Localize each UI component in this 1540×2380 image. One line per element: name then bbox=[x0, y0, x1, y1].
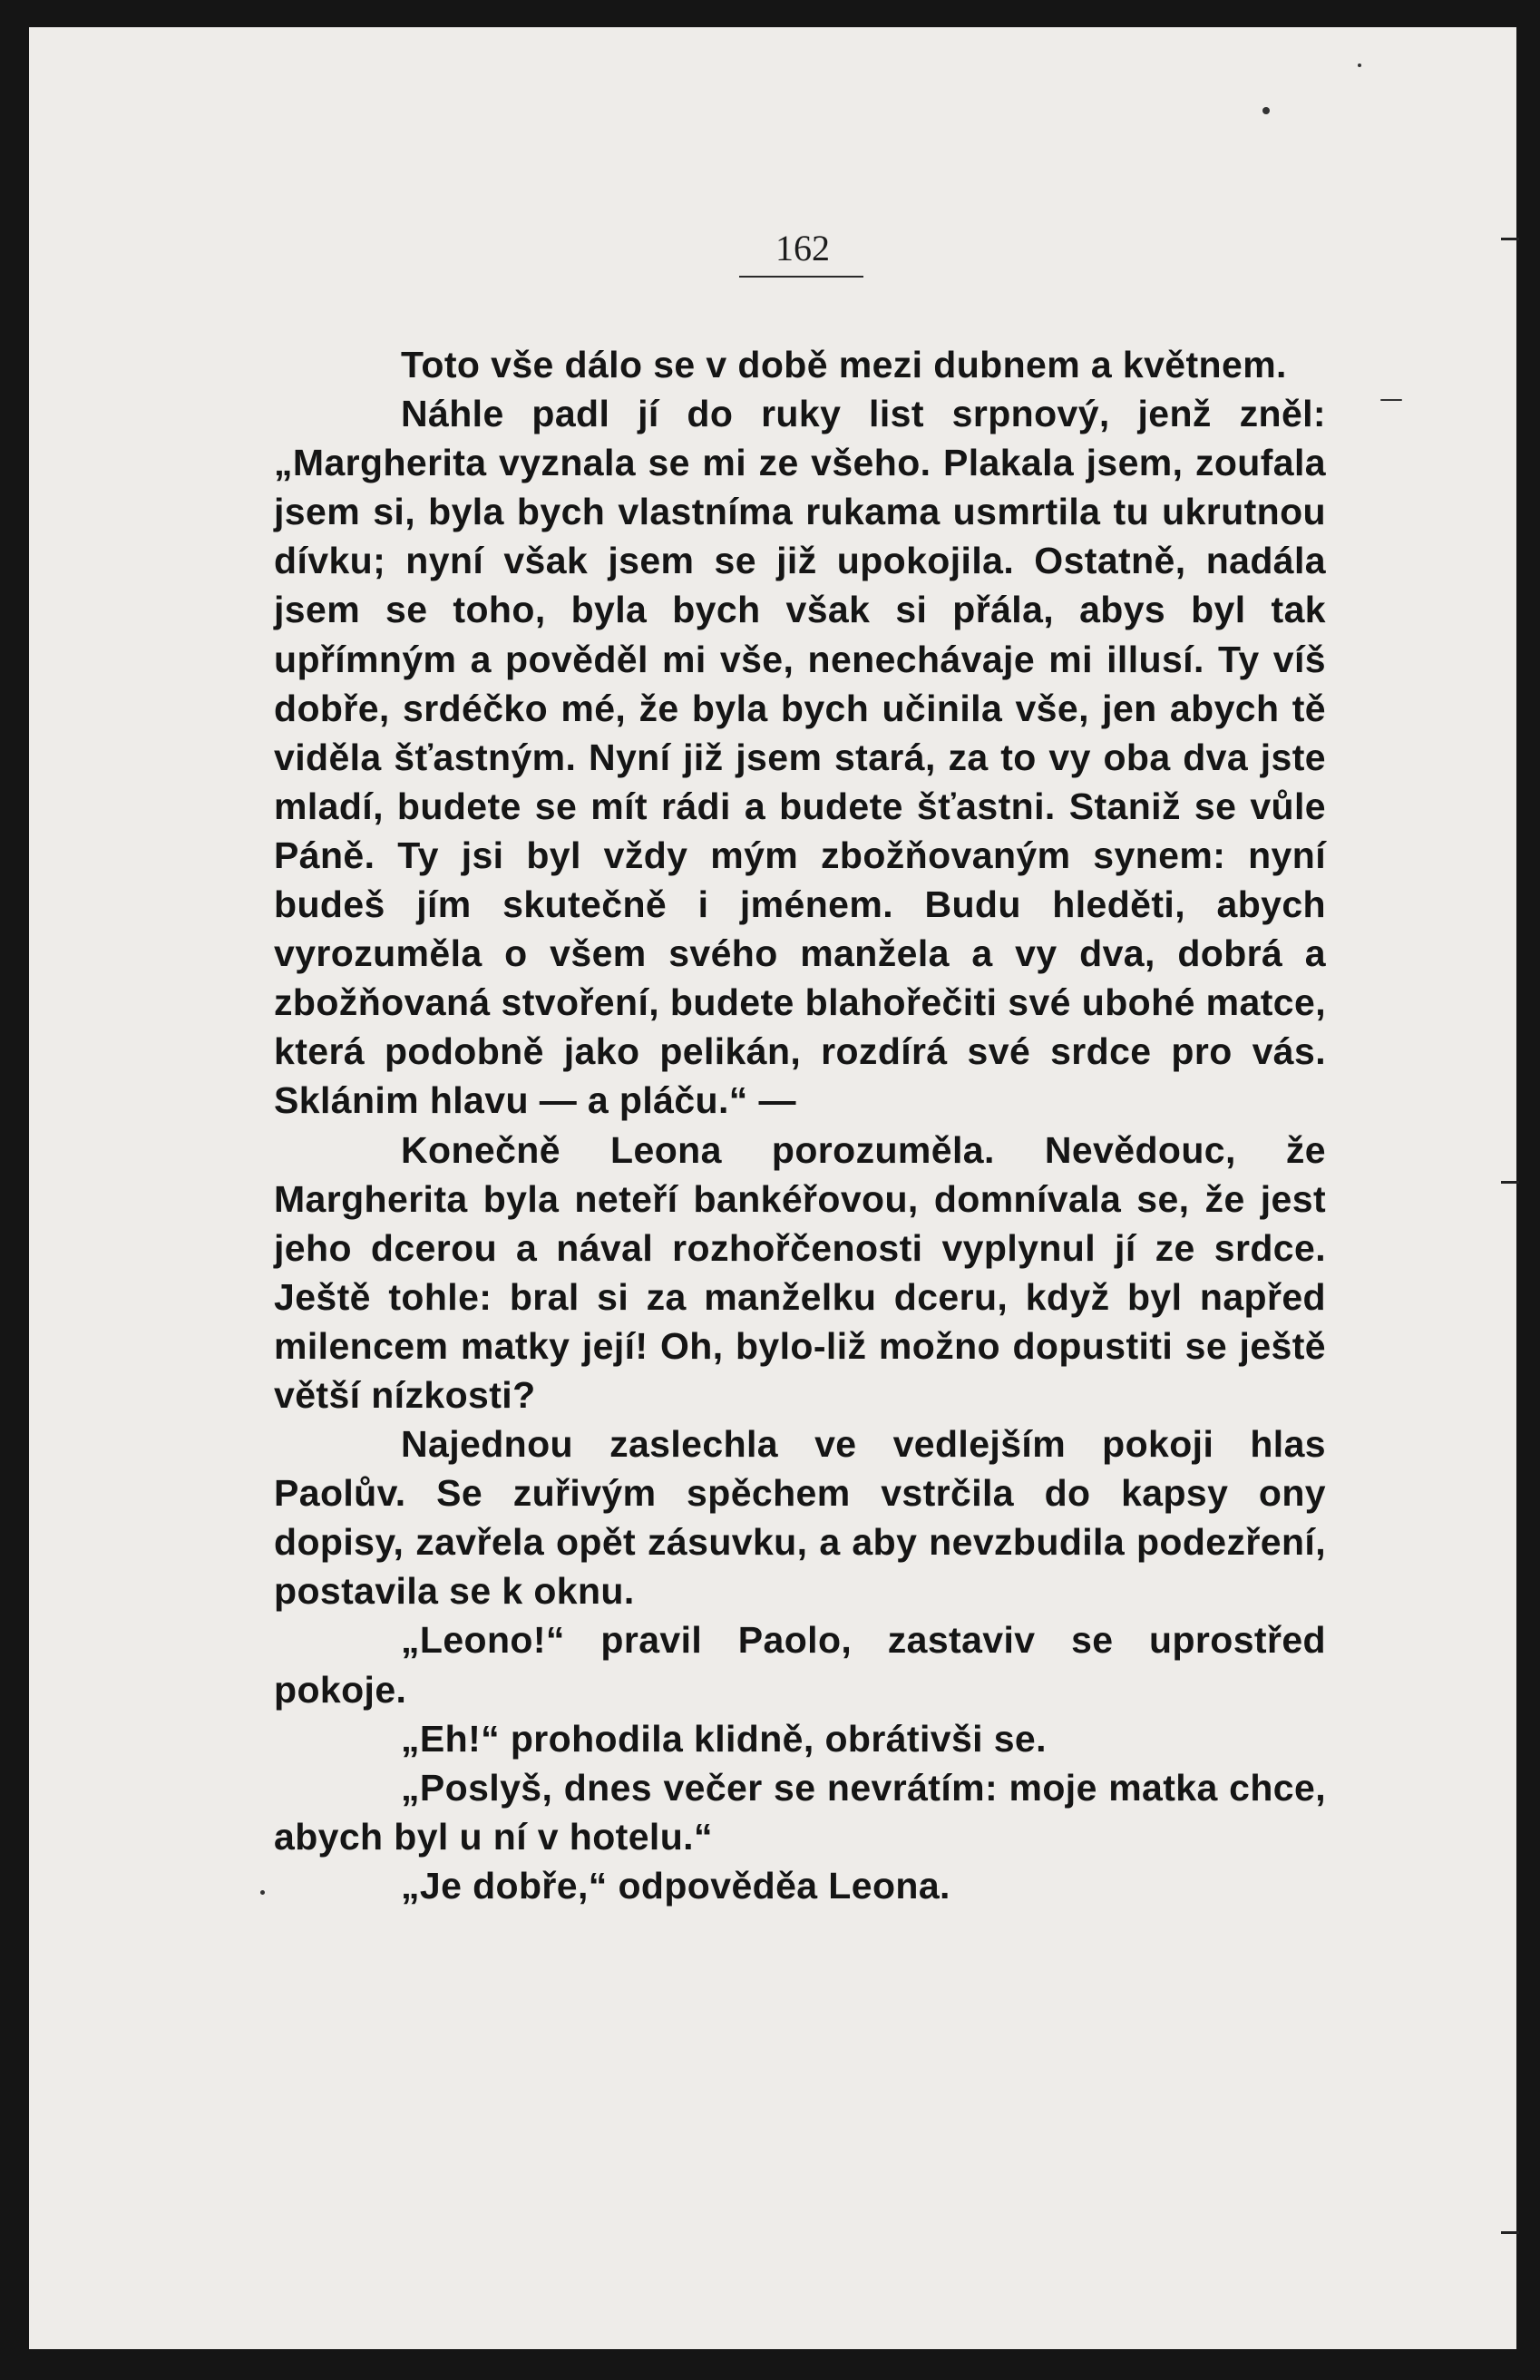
paragraph: „Je dobře,“ odpověděa Leona. bbox=[401, 1864, 950, 1907]
paragraph: „Leono!“ pravil Paolo, zastaviv se uprostřed pokoje. bbox=[274, 1619, 1326, 1711]
scan-speck bbox=[1358, 63, 1361, 67]
paragraph: Konečně Leona porozuměla. Nevědouc, že Margherita byla neteří bankéřovou, domnívala se, že jest jeho dcerou a nával rozhořčenosti vyplynul jí ze srdce. Ještě tohle: bral si za manželku dceru, když byl napřed milencem matky její! Oh, bylo-liž možno dopustiti se ještě větší nízkosti? bbox=[274, 1128, 1326, 1416]
book-page bbox=[29, 27, 1516, 2349]
body-text bbox=[274, 340, 1326, 1910]
edge-mark bbox=[1501, 2231, 1519, 2234]
paragraph: Najednou zaslechla ve vedlejším pokoji hlas Paolův. Se zuřivým spěchem vstrčila do kapsy ony dopisy, zavřela opět zásuvku, a aby nevzbudila podezření, postavila se k oknu. bbox=[274, 1423, 1326, 1613]
paragraph: Náhle padl jí do ruky list srpnový, jenž zněl: „Margherita vyznala se mi ze všeho. Plakala jsem, zoufala jsem si, byla bych vlastníma rukama usmrtila tu ukrutnou dívku; nyní však jsem se již upokojila. Ostatně, nadála jsem se toho, byla bych však si přála, abys byl tak upřímným a pověděl mi vše, nenechávaje mi illusí. Ty víš dobře, srdéčko mé, že byla bych učinila vše, jen abych tě viděla šťastným. Nyní již jsem stará, za to vy oba dva jste mladí, budete se mít rádi a budete šťastni. Staniž se vůle Páně. Ty jsi byl vždy mým zbožňovaným synem: nyní budeš jím skutečně i jménem. Budu hleděti, abych vyrozuměla o všem svého manžela a vy dva, dobrá a zbožňovaná stvoření, budete blahořečiti své ubohé matce, která podobně jako pelikán, rozdírá své srdce pro vás. Sklánim hlavu — a pláču.“ — bbox=[274, 393, 1326, 1122]
edge-mark bbox=[1501, 1181, 1519, 1184]
scan-speck bbox=[1262, 107, 1270, 114]
paragraph: Toto vše dálo se v době mezi dubnem a květnem. bbox=[401, 344, 1287, 385]
edge-mark bbox=[1501, 238, 1519, 240]
page-number-rule bbox=[739, 276, 863, 278]
scan-speck bbox=[260, 1890, 265, 1895]
paragraph: „Poslyš, dnes večer se nevrátím: moje matka chce, abych byl u ní v hotelu.“ bbox=[274, 1766, 1326, 1858]
scan-speck bbox=[1380, 399, 1402, 401]
page-number: 162 bbox=[775, 228, 830, 268]
paragraph: „Eh!“ prohodila klidně, obrátivši se. bbox=[401, 1717, 1047, 1760]
